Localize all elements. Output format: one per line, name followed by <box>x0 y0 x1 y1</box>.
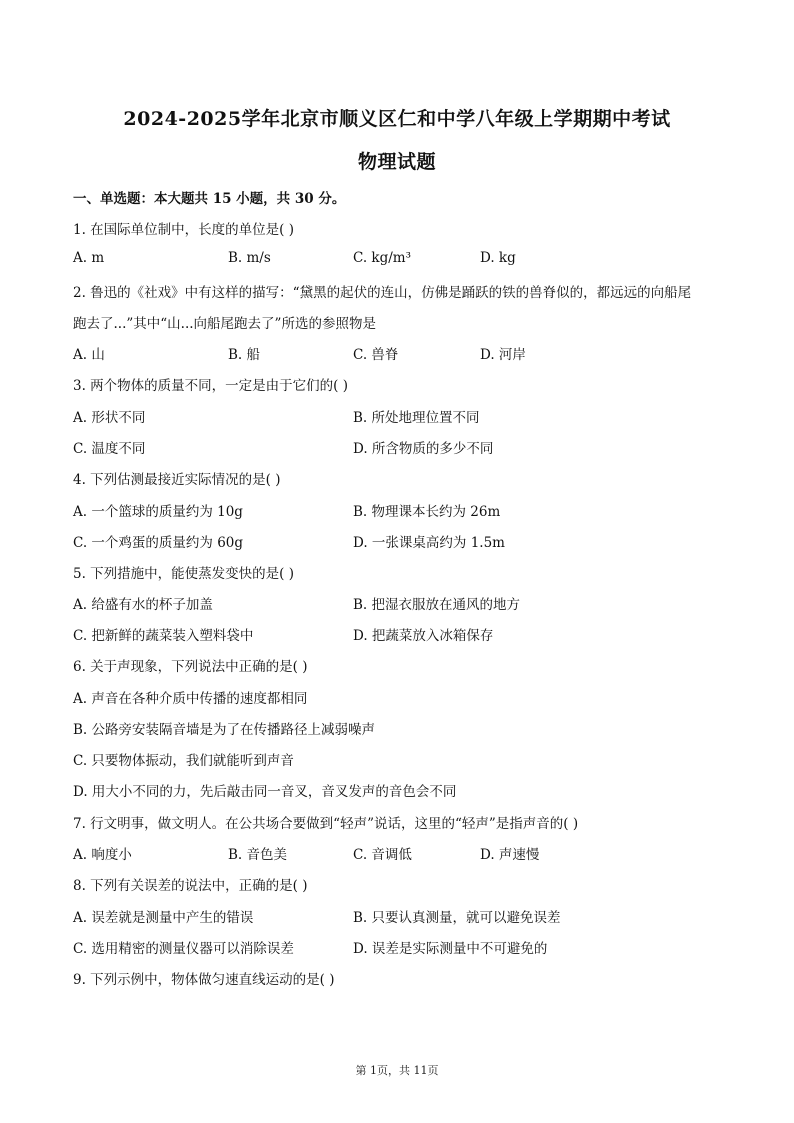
q5-option-a: A. 给盛有水的杯子加盖 <box>73 597 213 613</box>
q2-option-b: B. 船 <box>228 347 261 363</box>
q6-option-c: C. 只要物体振动，我们就能听到声音 <box>73 753 294 769</box>
question-8-stem: 8. 下列有关误差的说法中，正确的是( ) <box>73 878 308 894</box>
question-2-stem-cont: 跑去了...”其中“山...向船尾跑去了”所选的参照物是 <box>73 316 376 332</box>
section-heading: 一、单选题：本大题共 15 小题，共 30 分。 <box>73 191 346 207</box>
q3-option-a: A. 形状不同 <box>73 410 146 426</box>
q8-option-a: A. 误差就是测量中产生的错误 <box>73 910 254 926</box>
exam-title: 2024-2025学年北京市顺义区仁和中学八年级上学期期中考试 <box>123 108 671 130</box>
q6-option-b: B. 公路旁安装隔音墙是为了在传播路径上减弱噪声 <box>73 722 376 738</box>
page-number: 第 1页，共 11页 <box>355 1064 439 1077</box>
q2-option-d: D. 河岸 <box>480 347 526 363</box>
exam-subtitle: 物理试题 <box>357 151 436 173</box>
question-7-stem: 7. 行文明事，做文明人。在公共场合要做到“轻声”说话，这里的“轻声”是指声音的( ) <box>73 816 579 832</box>
q8-option-c: C. 选用精密的测量仪器可以消除误差 <box>73 941 294 957</box>
question-4-stem: 4. 下列估测最接近实际情况的是( ) <box>73 472 281 488</box>
q4-option-b: B. 物理课本长约为 26m <box>353 504 501 520</box>
q8-option-d: D. 误差是实际测量中不可避免的 <box>353 941 548 957</box>
q1-option-d: D. kg <box>480 250 516 266</box>
q3-option-c: C. 温度不同 <box>73 441 146 457</box>
q5-option-b: B. 把湿衣服放在通风的地方 <box>353 597 521 613</box>
question-9-stem: 9. 下列示例中，物体做匀速直线运动的是( ) <box>73 972 335 988</box>
q5-option-c: C. 把新鲜的蔬菜装入塑料袋中 <box>73 628 254 644</box>
q1-option-a: A. m <box>73 250 105 266</box>
question-5-stem: 5. 下列措施中，能使蒸发变快的是( ) <box>73 566 294 582</box>
q6-option-a: A. 声音在各种介质中传播的速度都相同 <box>73 691 308 707</box>
q4-option-c: C. 一个鸡蛋的质量约为 60g <box>73 535 244 551</box>
q8-option-b: B. 只要认真测量，就可以避免误差 <box>353 910 561 926</box>
q4-option-d: D. 一张课桌高约为 1.5m <box>353 535 505 551</box>
q7-option-c: C. 音调低 <box>353 847 412 863</box>
q3-option-b: B. 所处地理位置不同 <box>353 410 480 426</box>
q4-option-a: A. 一个篮球的质量约为 10g <box>73 504 243 520</box>
question-3-stem: 3. 两个物体的质量不同，一定是由于它们的( ) <box>73 378 348 394</box>
q7-option-d: D. 声速慢 <box>480 847 540 863</box>
q3-option-d: D. 所含物质的多少不同 <box>353 441 494 457</box>
question-2-stem: 2. 鲁迅的《社戏》中有这样的描写：“黛黑的起伏的连山，仿佛是踊跃的铁的兽脊似的，都远远的向船尾 <box>73 285 692 301</box>
q2-option-c: C. 兽脊 <box>353 347 399 363</box>
q6-option-d: D. 用大小不同的力，先后敲击同一音叉，音叉发声的音色会不同 <box>73 784 457 800</box>
q7-option-b: B. 音色美 <box>228 847 288 863</box>
q1-option-b: B. m/s <box>228 250 271 266</box>
question-1-stem: 1. 在国际单位制中，长度的单位是( ) <box>73 222 294 238</box>
q7-option-a: A. 响度小 <box>73 847 132 863</box>
q2-option-a: A. 山 <box>73 347 105 363</box>
question-6-stem: 6. 关于声现象，下列说法中正确的是( ) <box>73 659 308 675</box>
q1-option-c: C. kg/m³ <box>353 250 412 266</box>
q5-option-d: D. 把蔬菜放入冰箱保存 <box>353 628 494 644</box>
